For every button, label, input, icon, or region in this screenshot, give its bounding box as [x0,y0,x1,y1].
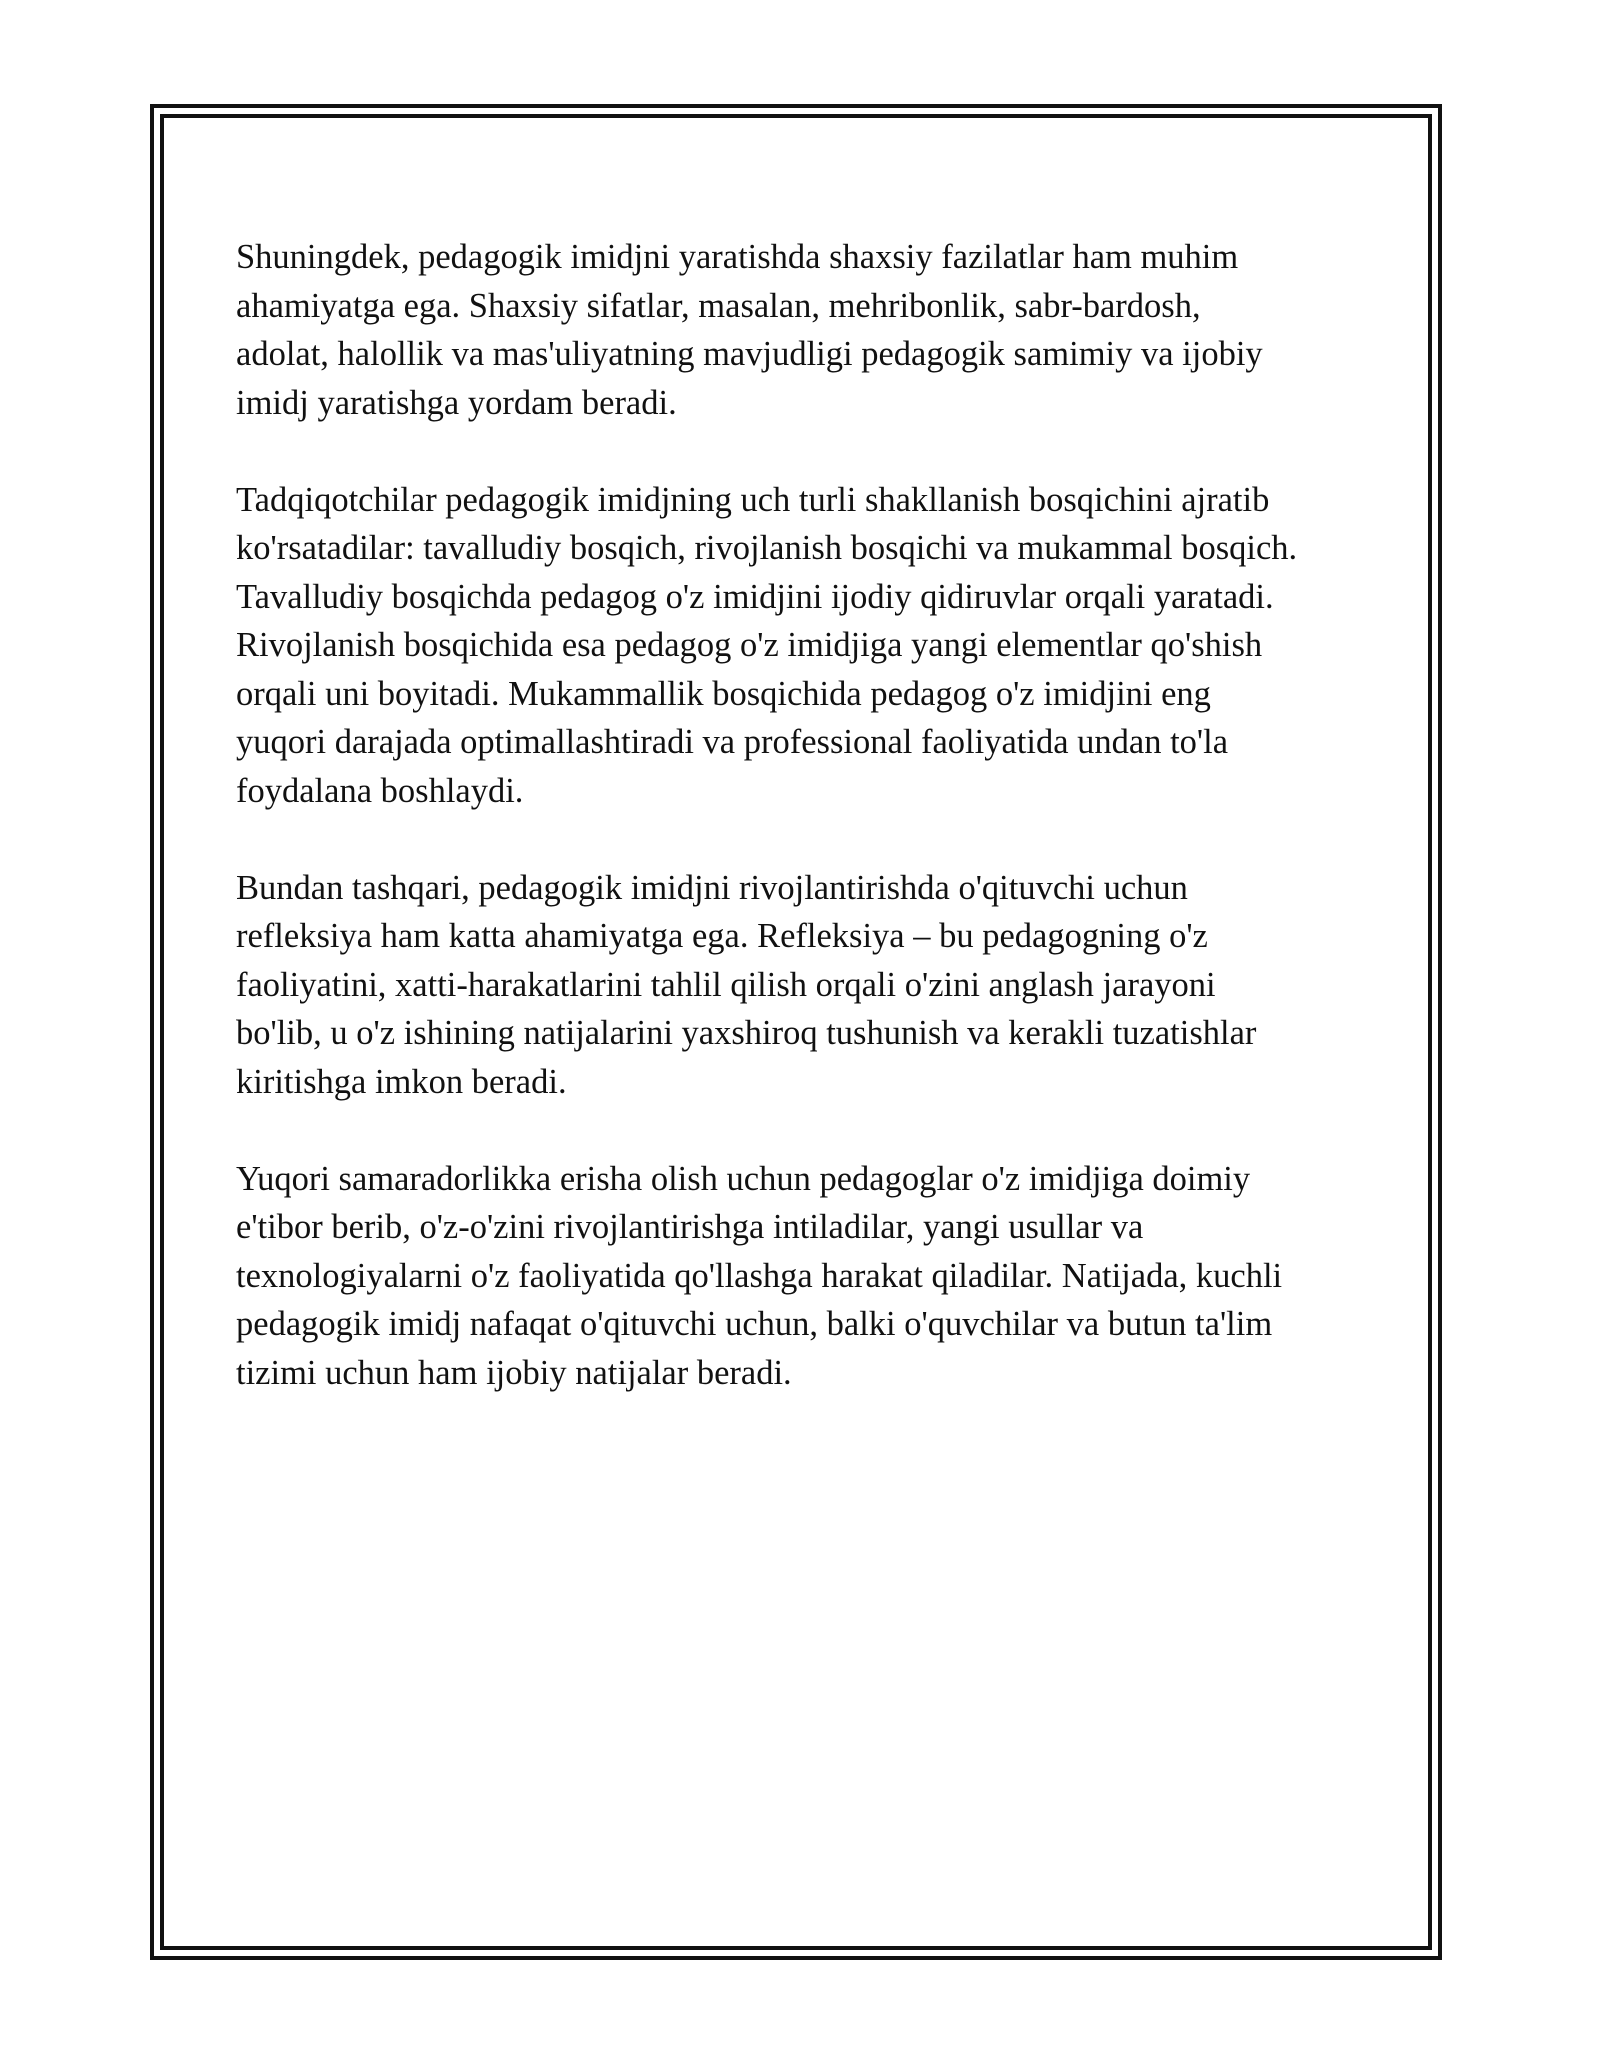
text-line: foydalana boshlaydi. [236,771,524,810]
text-line: Tadqiqotchilar pedagogik imidjning uch turli shakllanish bosqichini ajratib [236,480,1270,519]
text-line: bo'lib, u o'z ishining natijalarini yaxshiroq tushunish va kerakli tuzatishlar [236,1014,1257,1052]
text-line: ko'rsatadilar: tavalludiy bosqich, rivojlanish bosqichi va mukammal bosqich. [236,529,1298,567]
document-body [236,233,1386,1446]
text-line: faoliyatini, xatti-harakatlarini tahlil qilish orqali o'zini anglash jarayoni [236,965,1216,1004]
text-line: imidj yaratishga yordam beradi. [236,383,677,422]
text-line: Shuningdek, pedagogik imidjni yaratishda shaxsiy fazilatlar ham muhim [236,238,1239,276]
text-line: pedagogik imidj nafaqat o'qituvchi uchun, balki o'quvchilar va butun ta'lim [236,1305,1273,1343]
text-line: texnologiyalarni o'z faoliyatida qo'llashga harakat qiladilar. Natijada, kuchli [236,1256,1283,1295]
text-line: Yuqori samaradorlikka erisha olish uchun pedagoglar o'z imidjiga doimiy [236,1159,1251,1198]
text-line: refleksiya ham katta ahamiyatga ega. Refleksiya – bu pedagogning o'z [236,917,1208,955]
text-line: e'tibor berib, o'z-o'zini rivojlantirishga intiladilar, yangi usullar va [236,1208,1144,1246]
text-line: adolat, halollik va mas'uliyatning mavjudligi pedagogik samimiy va ijobiy [236,335,1263,373]
text-line: ahamiyatga ega. Shaxsiy sifatlar, masalan, mehribonlik, sabr-bardosh, [236,286,1201,325]
text-line: Bundan tashqari, pedagogik imidjni rivojlantirishda o'qituvchi uchun [236,868,1188,907]
text-line: kiritishga imkon beradi. [236,1062,567,1101]
text-line: orqali uni boyitadi. Mukammallik bosqichida pedagog o'z imidjini eng [236,674,1211,713]
text-line: Tavalludiy bosqichda pedagog o'z imidjini ijodiy qidiruvlar orqali yaratadi. [236,577,1274,616]
text-line: tizimi uchun ham ijobiy natijalar beradi. [236,1353,792,1392]
paragraph-2 [236,476,1386,816]
paragraph-4 [236,1155,1386,1398]
paragraph-1 [236,233,1386,427]
text-line: Rivojlanish bosqichida esa pedagog o'z imidjiga yangi elementlar qo'shish [236,626,1263,664]
text-line: yuqori darajada optimallashtiradi va professional faoliyatida undan to'la [236,723,1229,761]
paragraph-3 [236,864,1386,1107]
